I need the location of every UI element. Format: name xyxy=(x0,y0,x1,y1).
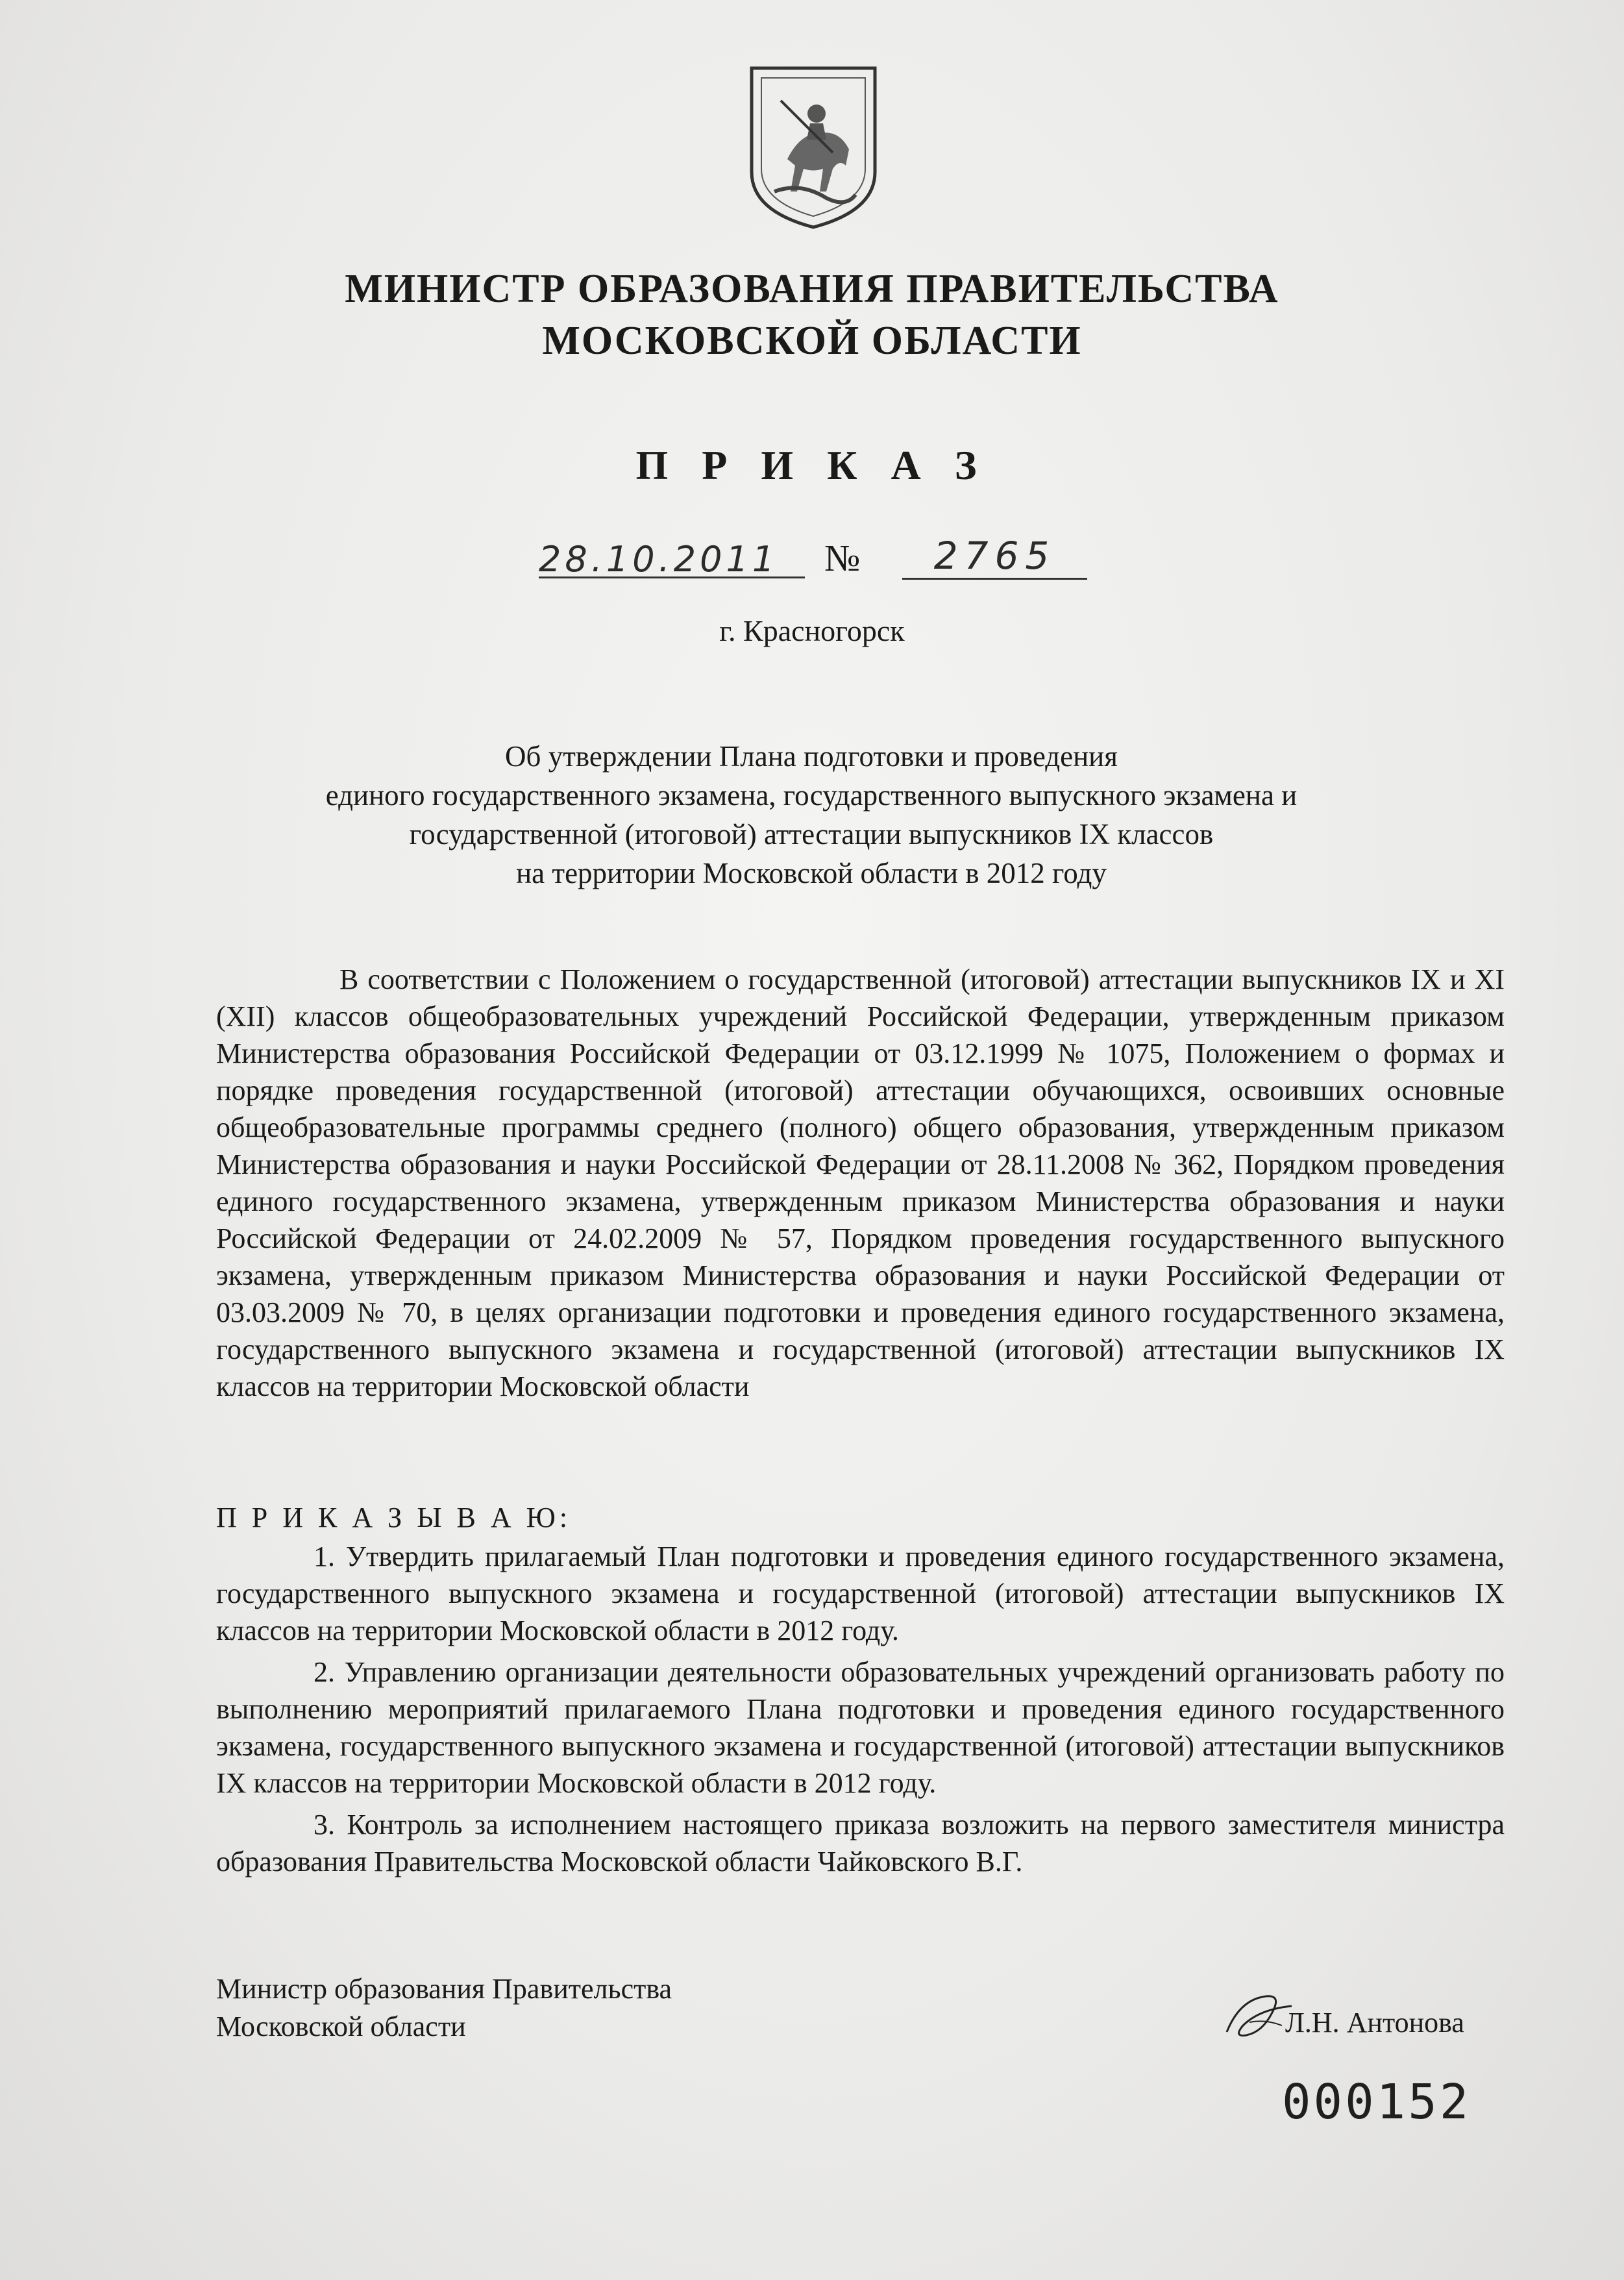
document-type-heading: П Р И К А З xyxy=(635,442,989,488)
order-item: 1. Утвердить прилагаемый План подготовки и проведения единого государственного экзамена, государственного выпускного экзамена и государственной (итоговой) аттестации выпускников IX классов на территории Московской области в 2012 году. xyxy=(216,1541,1505,1646)
order-date: 28.10.2011 xyxy=(539,539,779,580)
order-word: П Р И К А З Ы В А Ю: xyxy=(216,1502,572,1533)
title-line: единого государственного экзамена, государственного выпускного экзамена и xyxy=(325,779,1298,812)
title-line: Об утверждении Плана подготовки и проведения xyxy=(505,740,1118,773)
title-line: государственной (итоговой) аттестации выпускников IX классов xyxy=(409,818,1214,850)
order-title xyxy=(195,737,1428,893)
coat-of-arms-icon xyxy=(742,62,885,230)
date-underline xyxy=(539,576,805,578)
order-item: 3. Контроль за исполнением настоящего приказа возложить на первого заместителя министра образования Правительства Московской области Чайковского В.Г. xyxy=(216,1809,1505,1877)
issuer-line-1: МИНИСТР ОБРАЗОВАНИЯ ПРАВИТЕЛЬСТВА xyxy=(345,267,1279,311)
signer-name: Л.Н. Антонова xyxy=(1285,2007,1464,2038)
signer-position-line: Министр образования Правительства xyxy=(216,1973,672,2005)
city: г. Красногорск xyxy=(719,614,905,647)
title-line: на территории Московской области в 2012 году xyxy=(516,857,1107,889)
signer-position xyxy=(216,1970,672,2046)
date-number-line xyxy=(539,531,1090,583)
order-item: 2. Управлению организации деятельности образовательных учреждений организовать работу по выполнению мероприятий прилагаемого Плана подготовки и проведения единого государственного экзамена, государственного выпускного экзамена и государственной (итоговой) аттестации выпускников IX классов на территории Московской области в 2012 году. xyxy=(216,1656,1505,1799)
issuer-line-2: МОСКОВСКОЙ ОБЛАСТИ xyxy=(542,319,1082,363)
order-items xyxy=(216,1538,1505,1885)
order-number: 2765 xyxy=(902,534,1087,580)
number-sign: № xyxy=(824,537,861,579)
preamble-paragraph: В соответствии с Положением о государственной (итоговой) аттестации выпускников IX и XI (XII) классов общеобразовательных учреждений Российской Федерации, утвержденным приказом Министерства образования Российской Федерации от 03.12.1999 № 1075, Положением о формах и порядке проведения государственной (итоговой) аттестации обучающихся, освоивших основные общеобразовательные программы среднего (полного) общего образования, утвержденным приказом Министерства образования и науки Российской Федерации от 28.11.2008 № 362, Порядком проведения единого государственного экзамена, утвержденным приказом Министерства образования и науки Российской Федерации от 24.02.2009 № 57, Порядком проведения государственного выпускного экзамена, утвержденным приказом Министерства образования и науки Российской Федерации от 03.03.2009 № 70, в целях организации подготовки и проведения единого государственного экзамена, государственного выпускного экзамена и государственной (итоговой) аттестации выпускников IX классов на территории Московской области xyxy=(216,963,1505,1402)
registration-stamp-number: 000152 xyxy=(1282,2074,1471,2130)
signer-position-line: Московской области xyxy=(216,2011,466,2042)
